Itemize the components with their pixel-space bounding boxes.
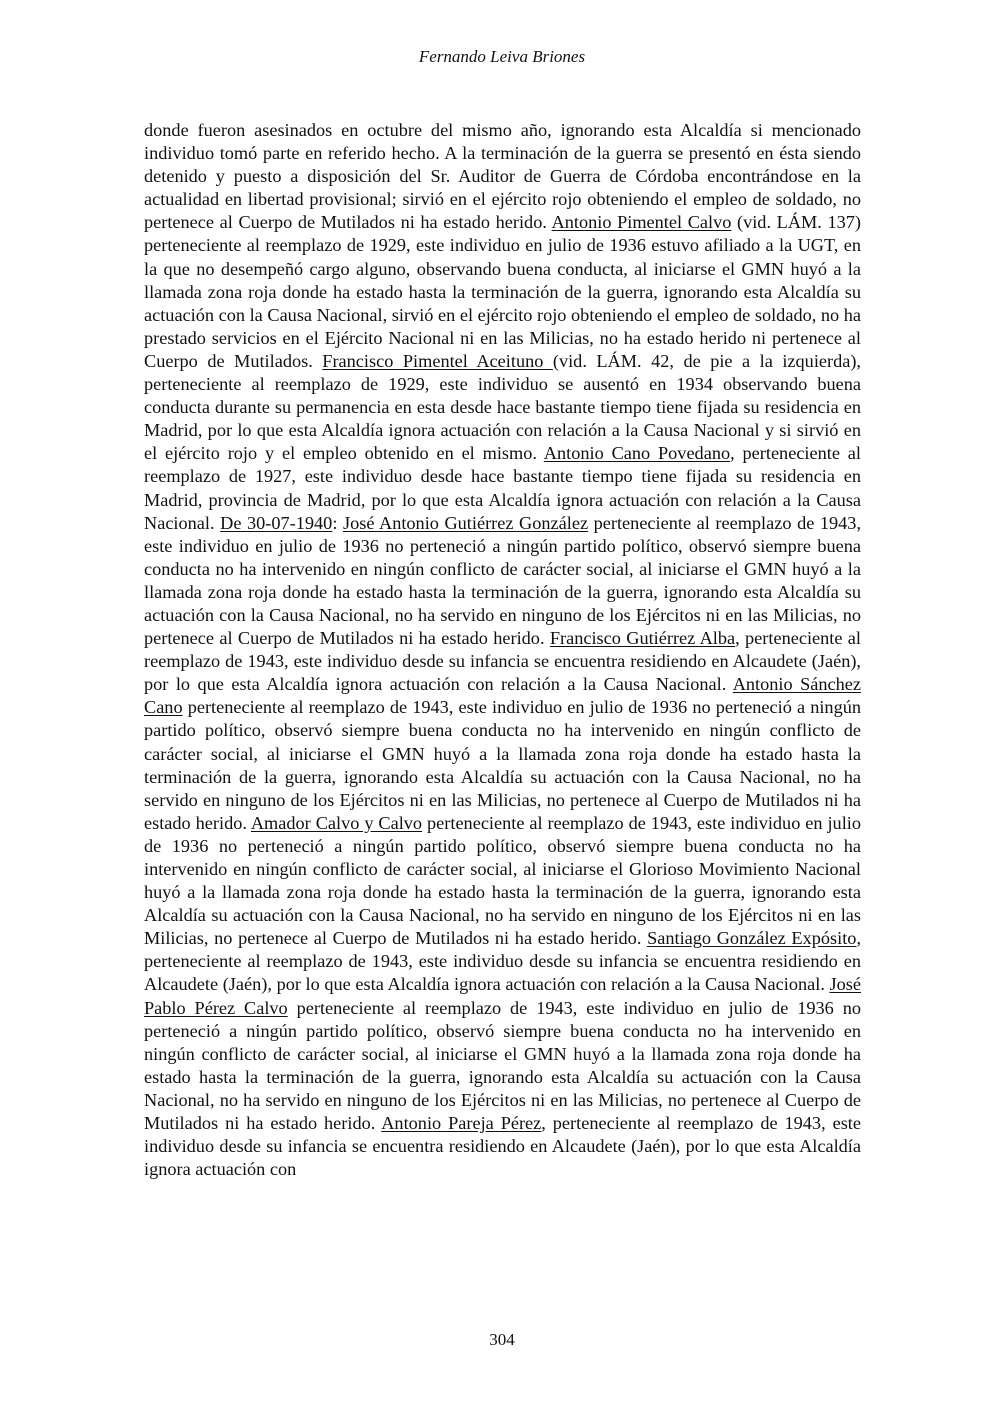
underlined-name: De 30-07-1940 [220,512,333,533]
underlined-name: Antonio Sánchez Cano [144,674,861,718]
underlined-name: Antonio Pareja Pérez [381,1113,542,1134]
body-text-segment: , perteneciente al reemplazo de 1943, este individuo desde su infancia se encuentra residiendo en Alcaudete (Jaén), por lo que esta Alcaldía ignora actuación con relación a la Causa Nacional. [144,628,861,695]
body-text-segment: (vid. LÁM. 42, de pie a la izquierda), perteneciente al reemplazo de 1929, este individuo se ausentó en 1934 observando buena conducta durante su permanencia en esta desde hace bastante tiempo tiene fijada su residencia en Madrid, por lo que esta Alcaldía ignora actuación con relación a la Causa Nacional y si sirvió en el ejército rojo y el empleo obtenido en el mismo. [144,350,862,464]
underlined-name: Antonio Pimentel Calvo [551,212,732,233]
body-text-segment: , perteneciente al reemplazo de 1927, este individuo desde hace bastante tiempo tiene fijada su residencia en Madrid, provincia de Madrid, por lo que esta Alcaldía ignora actuación con relación a la Causa Nacional. [144,443,861,533]
body-text-segment: donde fueron asesinados en octubre del mismo año, ignorando esta Alcaldía si mencionado individuo tomó parte en referido hecho. A la terminación de la guerra se presentó en ésta siendo detenido y puesto a disposición del Sr. Auditor de Guerra de Córdoba encontrándose en la actualidad en libertad provisional; sirvió en el ejército rojo obteniendo el empleo de soldado, no pertenece al Cuerpo de Mutilados ni ha estado herido. [144,120,861,233]
underlined-name: Francisco Gutiérrez Alba [549,628,736,649]
underlined-name: Santiago González Expósito [647,928,857,949]
underlined-name: Antonio Cano Povedano [543,443,731,464]
page-number: 304 [489,1330,515,1349]
body-text-segment: perteneciente al reemplazo de 1943, este individuo en julio de 1936 no perteneció a ningún partido político, observó siempre buena conducta no ha intervenido en ningún conflicto de carácter social, al iniciarse el GMN huyó a la llamada zona roja donde ha estado hasta la terminación de la guerra, ignorando esta Alcaldía su actuación con la Causa Nacional, no ha servido en ninguno de los Ejércitos ni en las Milicias, no pertenece al Cuerpo de Mutilados ni ha estado herido. [144,512,862,649]
body-paragraph [144,119,861,1181]
body-text-segment: , perteneciente al reemplazo de 1943, este individuo desde su infancia se encuentra residiendo en Alcaudete (Jaén), por lo que esta Alcaldía ignora actuación con relación a la Causa Nacional. [144,928,862,995]
body-text-segment: , perteneciente al reemplazo de 1943, este individuo desde su infancia se encuentra residiendo en Alcaudete (Jaén), por lo que esta Alcaldía ignora actuación con [144,1113,861,1180]
underlined-name: José Antonio Gutiérrez González [342,512,589,533]
running-header-author: Fernando Leiva Briones [418,47,586,66]
body-text-segment: : [332,512,343,533]
body-text-segment: perteneciente al reemplazo de 1943, este individuo en julio de 1936 no perteneció a ningún partido político, observó siempre buena conducta no ha intervenido en ningún conflicto de carácter social, al iniciarse el GMN huyó a la llamada zona roja donde ha estado hasta la terminación de la guerra, ignorando esta Alcaldía su actuación con la Causa Nacional, no ha servido en ninguno de los Ejércitos ni en las Milicias, no pertenece al Cuerpo de Mutilados ni ha estado herido. [144,697,861,833]
body-text-segment: (vid. LÁM. 137) perteneciente al reemplazo de 1929, este individuo en julio de 1936 estuvo afiliado a la UGT, en la que no desempeñó cargo alguno, observando buena conducta, al iniciarse el GMN huyó a la llamada zona roja donde ha estado hasta la terminación de la guerra, ignorando esta Alcaldía su actuación con la Causa Nacional, sirvió en el ejército rojo obteniendo el empleo de soldado, no ha prestado servicios en el Ejército Nacional ni en las Milicias, no ha estado herido ni pertenece al Cuerpo de Mutilados. [144,212,861,371]
underlined-name: José Pablo Pérez Calvo [144,974,861,1018]
underlined-name: Francisco Pimentel Aceituno [322,350,553,371]
body-text-segment: perteneciente al reemplazo de 1943, este individuo en julio de 1936 no perteneció a ningún partido político, observó siempre buena conducta no ha intervenido en ningún conflicto de carácter social, al iniciarse el GMN huyó a la llamada zona roja donde ha estado hasta la terminación de la guerra, ignorando esta Alcaldía su actuación con la Causa Nacional, no ha servido en ninguno de los Ejércitos ni en las Milicias, no pertenece al Cuerpo de Mutilados ni ha estado herido. [144,997,861,1134]
underlined-name: Amador Calvo y Calvo [250,812,423,833]
body-text-segment: perteneciente al reemplazo de 1943, este individuo en julio de 1936 no perteneció a ningún partido político, observó siempre buena conducta no ha intervenido en ningún conflicto de carácter social, al iniciarse el Glorioso Movimiento Nacional huyó a la llamada zona roja donde ha estado hasta la terminación de la guerra, ignorando esta Alcaldía su actuación con la Causa Nacional, no ha servido en ninguno de los Ejércitos ni en las Milicias, no pertenece al Cuerpo de Mutilados ni ha estado herido. [144,812,861,949]
